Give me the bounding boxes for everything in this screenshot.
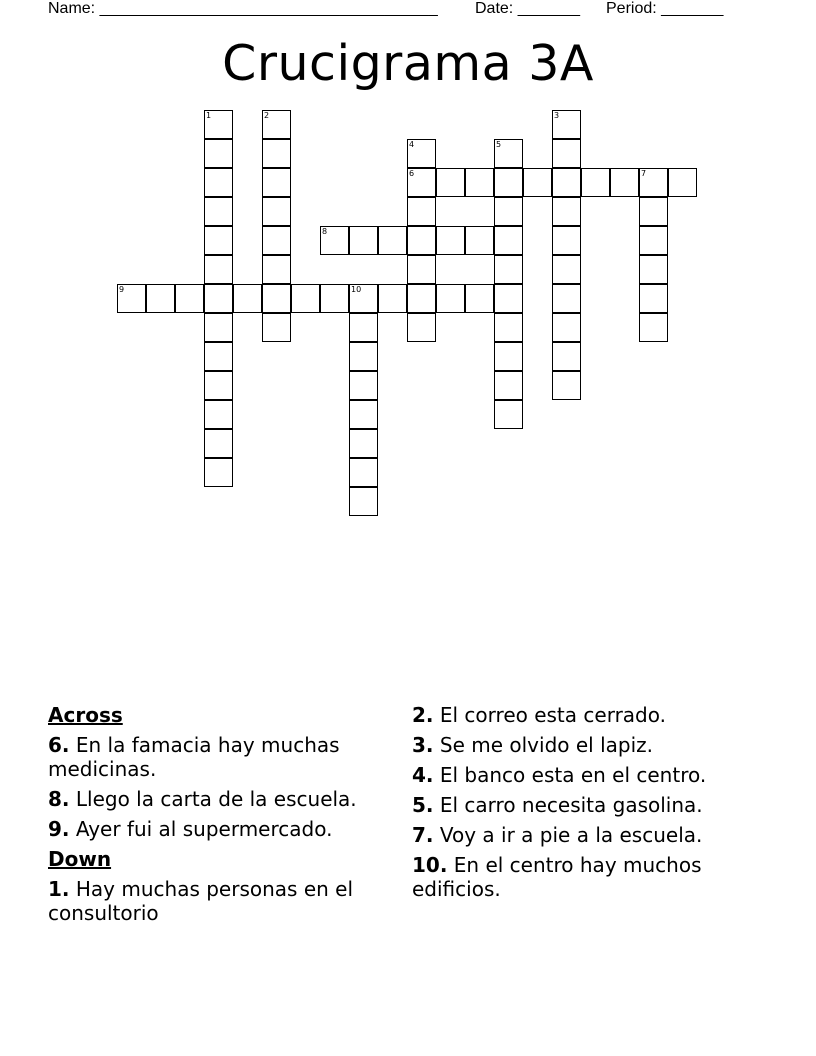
clue-text: El banco esta en el centro. <box>439 763 707 787</box>
crossword-cell[interactable] <box>378 284 407 313</box>
crossword-cell[interactable] <box>204 168 233 197</box>
crossword-cell[interactable] <box>349 487 378 516</box>
crossword-cell[interactable] <box>204 342 233 371</box>
crossword-cell[interactable] <box>494 197 523 226</box>
crossword-cell[interactable] <box>494 342 523 371</box>
crossword-cell[interactable] <box>494 255 523 284</box>
crossword-cell[interactable] <box>204 255 233 284</box>
clue-text: El correo esta cerrado. <box>439 703 666 727</box>
crossword-cell[interactable] <box>552 255 581 284</box>
clue-number-label: 8 <box>322 227 328 236</box>
crossword-cell[interactable] <box>262 284 291 313</box>
clue-number-label: 9 <box>119 285 125 294</box>
crossword-cell[interactable] <box>581 168 610 197</box>
crossword-cell[interactable] <box>233 284 262 313</box>
clue-number: 1. <box>48 877 70 901</box>
clue-text: En la famacia hay muchas medicinas. <box>48 733 340 781</box>
clue-number-label: 6 <box>409 169 415 178</box>
crossword-cell[interactable] <box>407 313 436 342</box>
crossword-cell[interactable] <box>349 226 378 255</box>
clue-text: Hay muchas personas en el consultorio <box>48 877 354 925</box>
crossword-cell[interactable] <box>349 342 378 371</box>
date-field[interactable]: Date: _______ <box>475 0 580 17</box>
crossword-cell[interactable] <box>639 197 668 226</box>
clue-number-label: 5 <box>496 140 502 149</box>
crossword-cell[interactable] <box>349 400 378 429</box>
clue-number: 2. <box>412 703 434 727</box>
crossword-cell[interactable] <box>349 313 378 342</box>
clue-down-4 <box>412 763 782 787</box>
clue-number-label: 3 <box>554 111 560 120</box>
across-heading: Across <box>48 703 123 727</box>
name-field[interactable]: Name: ______________________________________ <box>48 0 438 17</box>
crossword-cell[interactable] <box>349 429 378 458</box>
crossword-cell[interactable] <box>320 284 349 313</box>
clue-down-2 <box>412 703 782 727</box>
crossword-cell[interactable] <box>262 197 291 226</box>
crossword-cell[interactable] <box>349 371 378 400</box>
crossword-cell[interactable] <box>204 313 233 342</box>
clue-number-label: 2 <box>264 111 270 120</box>
clue-text: Se me olvido el lapiz. <box>439 733 653 757</box>
crossword-cell[interactable] <box>204 226 233 255</box>
clue-text: Voy a ir a pie a la escuela. <box>439 823 703 847</box>
clue-text: Ayer fui al supermercado. <box>75 817 333 841</box>
clue-down-3 <box>412 733 782 757</box>
crossword-cell[interactable] <box>349 458 378 487</box>
clues-column-right <box>412 703 782 907</box>
crossword-cell[interactable] <box>262 226 291 255</box>
crossword-cell[interactable] <box>494 371 523 400</box>
clue-number-label: 1 <box>206 111 212 120</box>
clue-text: Llego la carta de la escuela. <box>75 787 357 811</box>
crossword-cell[interactable] <box>552 284 581 313</box>
crossword-cell[interactable] <box>552 313 581 342</box>
crossword-cell[interactable] <box>436 284 465 313</box>
crossword-cell[interactable] <box>204 139 233 168</box>
clue-number: 9. <box>48 817 70 841</box>
crossword-cell[interactable] <box>407 226 436 255</box>
crossword-cell[interactable] <box>552 168 581 197</box>
crossword-cell[interactable] <box>436 226 465 255</box>
crossword-cell[interactable] <box>204 371 233 400</box>
clue-down-1 <box>48 877 393 925</box>
crossword-cell[interactable] <box>523 168 552 197</box>
clue-down-7 <box>412 823 782 847</box>
crossword-cell[interactable] <box>639 284 668 313</box>
crossword-cell[interactable] <box>204 458 233 487</box>
crossword-cell[interactable] <box>552 342 581 371</box>
crossword-cell[interactable] <box>494 226 523 255</box>
crossword-cell[interactable] <box>407 255 436 284</box>
period-field[interactable]: Period: _______ <box>606 0 724 17</box>
clue-number: 3. <box>412 733 434 757</box>
clue-across-6 <box>48 733 393 781</box>
crossword-cell[interactable] <box>639 226 668 255</box>
crossword-cell[interactable] <box>552 139 581 168</box>
crossword-cell[interactable] <box>291 284 320 313</box>
crossword-cell[interactable] <box>146 284 175 313</box>
clue-number: 4. <box>412 763 434 787</box>
crossword-cell[interactable] <box>378 226 407 255</box>
crossword-cell[interactable] <box>552 197 581 226</box>
crossword-cell[interactable] <box>204 400 233 429</box>
crossword-cell[interactable] <box>494 284 523 313</box>
crossword-cell[interactable] <box>175 284 204 313</box>
crossword-cell[interactable] <box>262 255 291 284</box>
crossword-cell[interactable] <box>610 168 639 197</box>
clue-number: 10. <box>412 853 448 877</box>
crossword-cell[interactable] <box>262 168 291 197</box>
crossword-cell[interactable] <box>639 255 668 284</box>
crossword-cell[interactable] <box>552 226 581 255</box>
page-title: Crucigrama 3A <box>222 35 594 92</box>
crossword-cell[interactable] <box>436 168 465 197</box>
clue-across-9 <box>48 817 393 841</box>
clues-column-left <box>48 703 393 931</box>
clue-number: 8. <box>48 787 70 811</box>
clue-number-label: 10 <box>351 285 362 294</box>
crossword-cell[interactable] <box>204 284 233 313</box>
clue-number: 5. <box>412 793 434 817</box>
crossword-cell[interactable] <box>552 371 581 400</box>
crossword-cell[interactable] <box>465 284 494 313</box>
clue-number: 6. <box>48 733 70 757</box>
crossword-cell[interactable] <box>639 313 668 342</box>
crossword-cell[interactable] <box>204 197 233 226</box>
crossword-cell[interactable] <box>465 226 494 255</box>
clue-down-10 <box>412 853 782 901</box>
crossword-cell[interactable] <box>407 284 436 313</box>
clue-text: En el centro hay muchos edificios. <box>412 853 702 901</box>
crossword-cell[interactable] <box>494 400 523 429</box>
clue-number-label: 7 <box>641 169 647 178</box>
clue-across-8 <box>48 787 393 811</box>
crossword-cell[interactable] <box>494 313 523 342</box>
down-heading: Down <box>48 847 112 871</box>
clue-number: 7. <box>412 823 434 847</box>
crossword-cell[interactable] <box>465 168 494 197</box>
clue-text: El carro necesita gasolina. <box>439 793 703 817</box>
crossword-cell[interactable] <box>494 168 523 197</box>
crossword-cell[interactable] <box>262 313 291 342</box>
crossword-cell[interactable] <box>407 197 436 226</box>
crossword-cell[interactable] <box>204 429 233 458</box>
clue-number-label: 4 <box>409 140 415 149</box>
crossword-cell[interactable] <box>262 139 291 168</box>
clue-down-5 <box>412 793 782 817</box>
crossword-cell[interactable] <box>668 168 697 197</box>
